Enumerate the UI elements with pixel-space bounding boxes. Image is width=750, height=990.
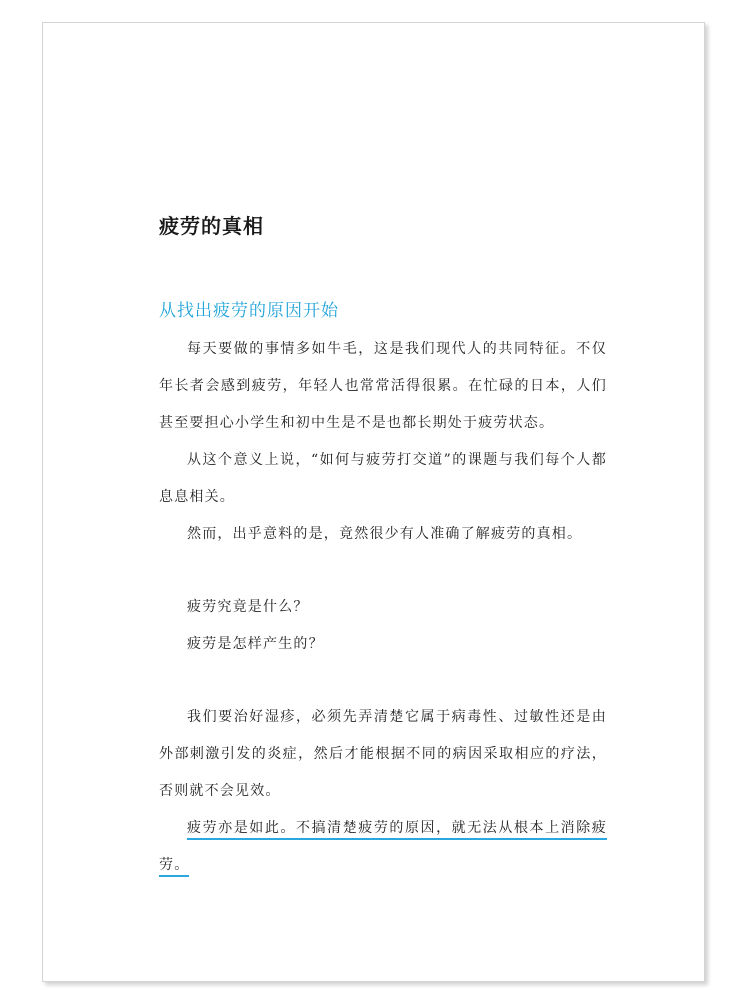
paragraph-gap: [159, 553, 607, 589]
question-2: 疲劳是怎样产生的？: [187, 636, 324, 652]
page-content: [159, 211, 607, 884]
body-paragraph-2: 从这个意义上说，“如何与疲劳打交道”的课题与我们每个人都息息相关。: [159, 452, 607, 505]
book-page: [42, 22, 705, 982]
section-title: 从找出疲劳的原因开始: [159, 301, 339, 321]
question-1: 疲劳究竟是什么？: [187, 599, 309, 615]
closing-paragraph: 我们要治好湿疹，必须先弄清楚它属于病毒性、过敏性还是由外部刺激引发的炎症，然后才能根据不同的病因采取相应的疗法，否则就不会见效。: [159, 709, 607, 799]
paragraph-gap: [159, 663, 607, 699]
highlighted-paragraph: [159, 810, 607, 884]
chapter-title: 疲劳的真相: [159, 214, 264, 238]
highlighted-text: 疲劳亦是如此。不搞清楚疲劳的原因，就无法从根本上消除疲劳。: [159, 820, 607, 877]
body-paragraph-1: 每天要做的事情多如牛毛，这是我们现代人的共同特征。不仅年长者会感到疲劳，年轻人也常常活得很累。在忙碌的日本，人们甚至要担心小学生和初中生是不是也都长期处于疲劳状态。: [159, 341, 607, 431]
body-paragraph-3: 然而，出乎意料的是，竟然很少有人准确了解疲劳的真相。: [187, 526, 583, 542]
